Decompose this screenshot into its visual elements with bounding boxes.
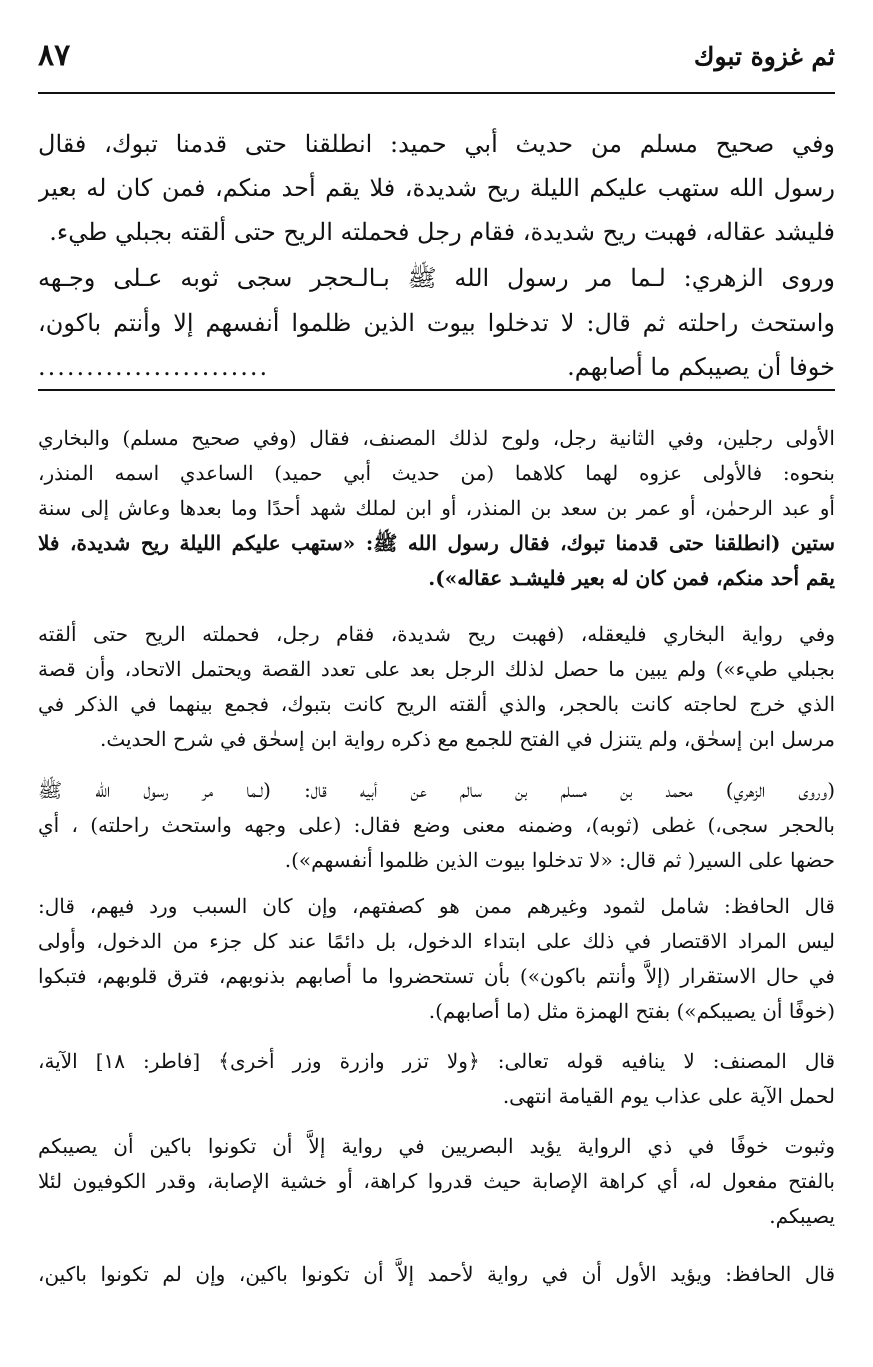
- main-text-line: خوفا أن يصيبكم ما أصابهم.: [567, 353, 835, 381]
- commentary-line: بالحجر سجى،) غطى (ثوبه)، وضمنه معنى وضع فقال: (على وجهه واستحث راحلته) ، أي: [38, 813, 835, 837]
- commentary-line: قال الحافظ: ويؤيد الأول أن في رواية لأحمد إلاَّ أن تكونوا باكين، وإن لم تكونوا باكين،: [38, 1262, 835, 1286]
- main-text-line: وفي صحيح مسلم من حديث أبي حميد: انطلقنا حتى قدمنا تبوك، فقال: [38, 130, 835, 158]
- page-header: [38, 38, 835, 86]
- footnote-separator: [38, 389, 835, 391]
- commentary-line: في حال الاستقرار (إلاَّ وأنتم باكون») بأن تستحضروا ما أصابهم بذنوبهم، فترق قلوبهم، فتبكوا: [38, 964, 835, 988]
- main-text-line: رسول الله ستهب عليكم الليلة ريح شديدة، فلا يقم أحد منكم، فمن كان له بعير: [38, 174, 835, 202]
- commentary-line: لحمل الآية على عذاب يوم القيامة انتهى.: [502, 1084, 835, 1108]
- main-text-line: فليشد عقاله، فهبت ريح شديدة، فقام رجل فحملته الريح حتى ألقته بجبلي طيء.: [49, 218, 835, 246]
- commentary-line: ستين (انطلقنا حتى قدمنا تبوك، فقال رسول الله ﷺ: «ستهب عليكم الليلة ريح شديدة، فلا: [38, 531, 835, 555]
- main-text-line: وروى الزهري: لـما مر رسول الله ﷺ بـالـحجر سجى ثوبه عـلى وجـهه: [38, 264, 835, 292]
- commentary-line: قال المصنف: لا ينافيه قوله تعالى: ﴿ولا تزر وازرة وزر أخرى﴾ [فاطر: ١٨] الآية،: [38, 1049, 835, 1073]
- commentary-line: (وروى الزهري) محمد بن مسلم بن سالم عن أبيه قال: (لـما مر رسول الله ﷺ: [38, 778, 835, 802]
- commentary-line: وثبوت خوفًا في ذي الرواية يؤيد البصريين في رواية إلاَّ أن تكونوا باكين أن يصيبكم: [38, 1134, 835, 1158]
- commentary-line: حضها على السير( ثم قال: «لا تدخلوا بيوت الذين ظلموا أنفسهم»).: [284, 848, 835, 872]
- commentary-line: بنحوه: فالأولى عزوه لهما كلاهما (من حديث أبي حميد) الساعدي اسمه المنذر،: [38, 461, 835, 485]
- commentary-line: الذي خرج لحاجته كانت بالحجر، والذي ألقته الريح كانت بتبوك، فجمع بينهما في الذكر في: [38, 692, 835, 716]
- main-text-line: واستحث راحلته ثم قال: لا تدخلوا بيوت الذين ظلموا أنفسهم إلا وأنتم باكون،: [38, 309, 835, 337]
- running-title: ثم غزوة تبوك: [693, 42, 835, 71]
- commentary-line: ليس المراد الاقتصار في ذلك على ابتداء الدخول، بل دائمًا عند كل جزء من الدخول، وأولى: [38, 929, 835, 953]
- commentary-line: الأولى رجلين، وفي الثانية رجل، ولوح لذلك المصنف، فقال (وفي صحيح مسلم) والبخاري: [38, 426, 835, 450]
- commentary-line: (خوفًا أن يصيبكم») بفتح الهمزة مثل (ما أصابهم).: [428, 999, 835, 1023]
- commentary-line: بالفتح مفعول له، أي كراهة الإصابة حيث قدروا كراهة، أو خشية الإصابة، وقدر الكوفيون لئلا: [38, 1169, 835, 1193]
- commentary-line: يصيبكم.: [769, 1204, 835, 1228]
- commentary-line: قال الحافظ: شامل لثمود وغيرهم ممن هو كصفتهم، وإن كان السبب ورد فيهم، قال:: [38, 894, 835, 918]
- header-rule: [38, 92, 835, 94]
- page-number: ٨٧: [38, 38, 71, 73]
- commentary-line: بجبلي طيء») ولم يبين ما حصل لذلك الرجل بعد على تعدد القصة ويحتمل الاتحاد، وأن قصة: [38, 657, 835, 681]
- commentary-line: مرسل ابن إسحٰق، ولم يتنزل في الفتح للجمع مع ذكره رواية ابن إسحٰق في شرح الحديث.: [99, 727, 835, 751]
- commentary-line: يقم أحد منكم، فمن كان له بعير فليشـد عقاله»).: [428, 566, 835, 590]
- commentary-line: أو عبد الرحمٰن، أو عمر بن سعد بن المنذر، أو ابن لملك شهد أحدًا وما بعدها وعاش إلى سنة: [38, 496, 835, 520]
- commentary-line: وفي رواية البخاري فليعقله، (فهبت ريح شديدة، فقام رجل، فحملته الريح حتى ألقته: [38, 622, 835, 646]
- ellipsis-dots: ........................: [38, 353, 270, 381]
